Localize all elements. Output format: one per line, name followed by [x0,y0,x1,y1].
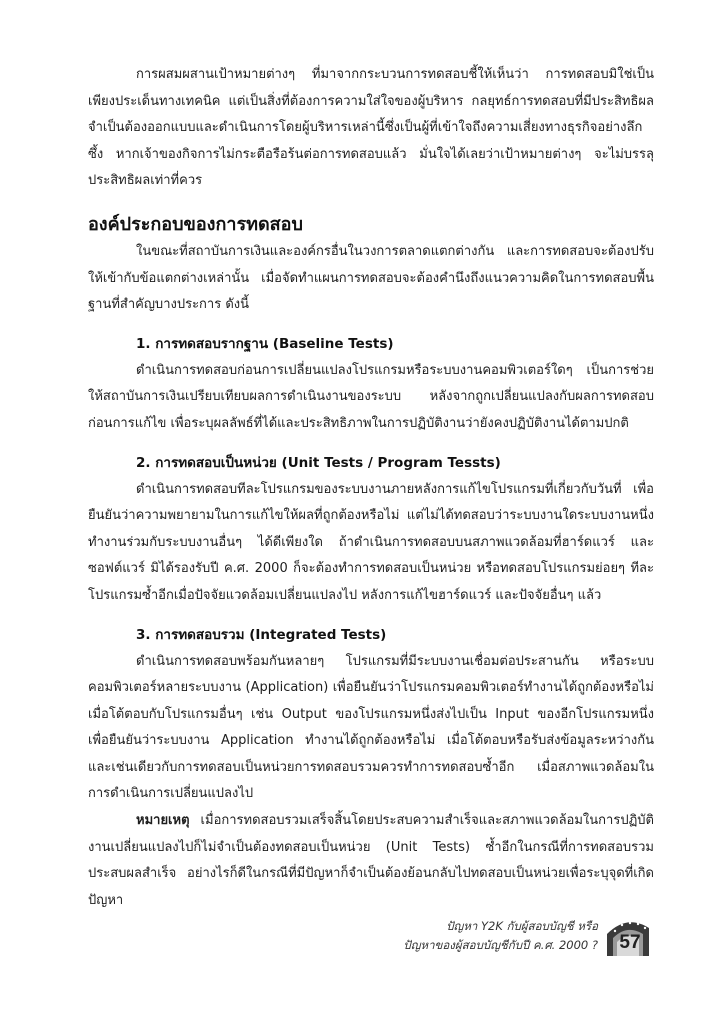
subsection-title-baseline: 1. การทดสอบรากฐาน (Baseline Tests) [136,335,394,352]
heading-paragraph: ในขณะที่สถาบันการเงินและองค์กรอื่นในวงการตลาดแตกต่างกัน และการทดสอบจะต้องปรับให้เข้ากับข้อแตกต่างเหล่านั้น เมื่อจัดทำแผนการทดสอบจะต้องคำนึงถึงแนวความคิดในการทดสอบพื้นฐานที่สำคัญบางประการ ดังนี้ [88,243,654,313]
intro-paragraph: การผสมผสานเป้าหมายต่างๆ ที่มาจากกระบวนการทดสอบชี้ให้เห็นว่า การทดสอบมิใช่เป็นเพียงประเด็นทางเทคนิค แต่เป็นสิ่งที่ต้องการความใส่ใจของผู้บริหาร กลยุทธ์การทดสอบที่มีประสิทธิผลจำเป็นต้องออกแบบและดำเนินการโดยผู้บริหารเหล่านี้ซึ่งเป็นผู้ที่เข้าใจถึงความเสี่ยงทางธุรกิจอย่างลึกซึ้ง หากเจ้าของกิจการไม่กระตือรือร้นต่อการทดสอบแล้ว มั่นใจได้เลยว่าเป้าหมายต่างๆ จะไม่บรรลุประสิทธิผลเท่าที่ควร [88,67,654,189]
footer-line-1: ปัญหา Y2K กับผู้สอบบัญชี หรือ [446,919,598,933]
note-text: เมื่อการทดสอบรวมเสร็จสิ้นโดยประสบความสำเร็จและสภาพแวดล้อมในการปฏิบัติงานเปลี่ยนแปลงไปก็ไม่จำเป็นต้องทดสอบเป็นหน่วย (Unit Tests) ซ้ำอีกในกรณีที่การทดสอบรวมประสบผลสำเร็จ อย่างไรก็ดีในกรณีที่มีปัญหาก็จำเป็นต้องย้อนกลับไปทดสอบเป็นหน่วยเพื่อระบุจุดที่เกิดปัญหา [88,813,654,908]
section-heading: องค์ประกอบของการทดสอบ [88,213,303,235]
note-paragraph [88,808,654,914]
note-label: หมายเหตุ [136,813,190,829]
subsection-body-baseline: ดำเนินการทดสอบก่อนการเปลี่ยนแปลงโปรแกรมหรือระบบงานคอมพิวเตอร์ใดๆ เป็นการช่วยให้สถาบันการเงินเปรียบเทียบผลการดำเนินงานของระบบ หลังจากถูกเปลี่ยนแปลงกับผลการทดสอบก่อนการแก้ไข เพื่อระบุผลลัพธ์ที่ได้และประสิทธิภาพในการปฏิบัติงานว่ายังคงปฏิบัติงานได้ตามปกติ [88,362,654,431]
subsection-body-integrated: ดำเนินการทดสอบพร้อมกันหลายๆ โปรแกรมที่มีระบบงานเชื่อมต่อประสานกัน หรือระบบคอมพิวเตอร์หลายระบบงาน (Application) เพื่อยืนยันว่าโปรแกรมคอมพิวเตอร์ทำงานได้ถูกต้องหรือไม่ เมื่อโต้ตอบกับโปรแกรมอื่นๆ เช่น Output ของโปรแกรมหนึ่งส่งไปเป็น Input ของอีกโปรแกรมหนึ่ง เพื่อยืนยันว่าระบบงาน Application ทำงานได้ถูกต้องหรือไม่ เมื่อโต้ตอบหรือรับส่งข้อมูลระหว่างกัน และเช่นเดียวกับการทดสอบเป็นหน่วยการทดสอบรวมควรทำการทดสอบซ้ำอีก เมื่อสภาพแวดล้อมในการดำเนินการเปลี่ยนแปลงไป [88,653,654,802]
subsection-title-integrated: 3. การทดสอบรวม (Integrated Tests) [136,626,387,643]
running-footer [403,917,598,955]
footer-line-2: ปัญหาของผู้สอบบัญชีกับปี ค.ศ. 2000 ? [403,938,598,952]
document-page [88,62,654,914]
subsection-title-unit: 2. การทดสอบเป็นหน่วย (Unit Tests / Program Tessts) [136,454,501,471]
subsection-body-unit: ดำเนินการทดสอบทีละโปรแกรมของระบบงานภายหลังการแก้ไขโปรแกรมที่เกี่ยวกับวันที่ เพื่อยืนยันว่าความพยายามในการแก้ไขให้ผลที่ถูกต้องหรือไม่ แต่ไม่ได้ทดสอบว่าระบบงานใดระบบงานหนึ่งทำงานร่วมกับระบบงานอื่นๆ ได้ดีเพียงใด ถ้าดำเนินการทดสอบบนสภาพแวดล้อมที่ฮาร์ดแวร์ และซอฟต์แวร์ มิได้รองรับปี ค.ศ. 2000 ก็จะต้องทำการทดสอบเป็นหน่วย หรือทดสอบโปรแกรมย่อยๆ ทีละโปรแกรมซ้ำอีกเมื่อปัจจัยแวดล้อมเปลี่ยนแปลงไป หลังการแก้ไขฮาร์ดแวร์ และปัจจัยอื่นๆ แล้ว [88,481,654,603]
page-number: 57 [619,932,641,953]
